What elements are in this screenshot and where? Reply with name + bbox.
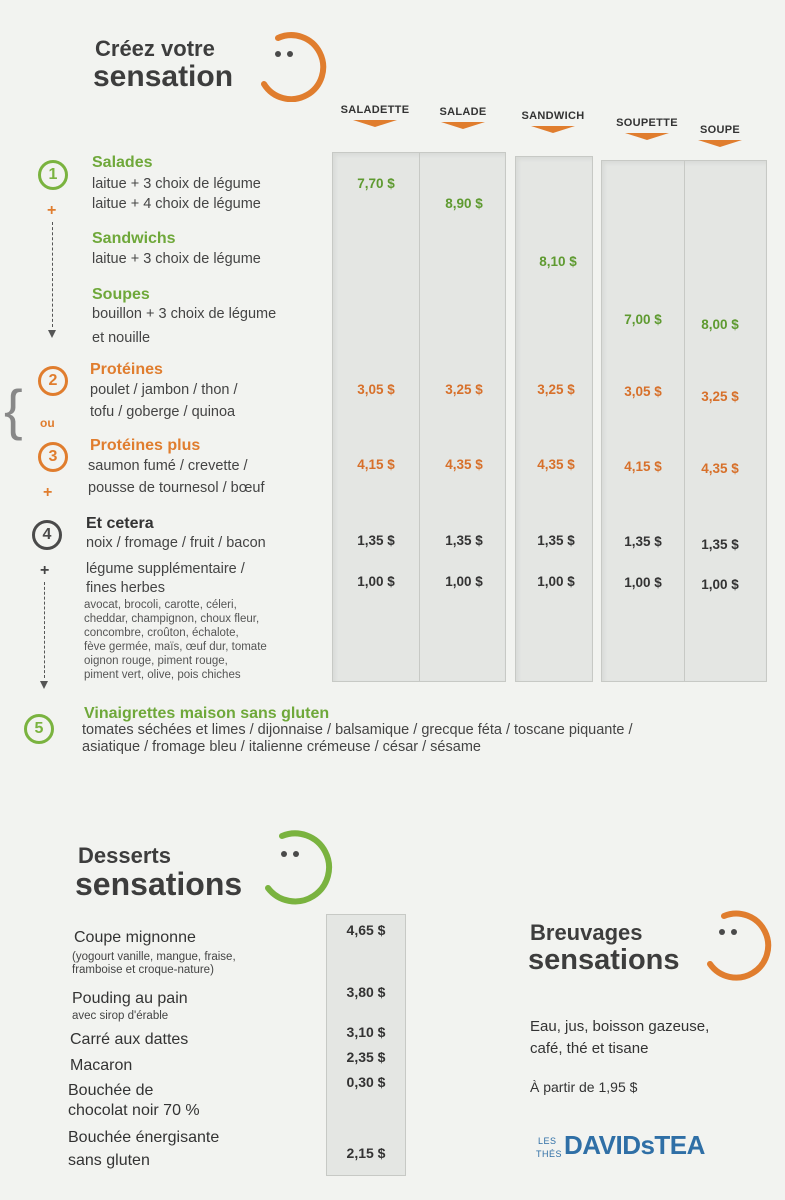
proteines-plus-desc-2: pousse de tournesol / bœuf (88, 480, 265, 496)
soupes-desc-1: bouillon + 3 choix de légume (92, 306, 277, 322)
dashed-connector (44, 582, 45, 678)
breuvages-price: À partir de 1,95 $ (530, 1079, 638, 1095)
smile-logo-orange-icon (248, 22, 328, 102)
dessert-coupe-price: 4,65 $ (346, 922, 386, 938)
price-salade: 8,90 $ (445, 196, 483, 211)
desserts-title-line1: Desserts (78, 843, 171, 868)
smile-logo-green-icon (254, 822, 340, 908)
dessert-pouding-sub: avec sirop d'érable (72, 1010, 169, 1022)
price-proteines-plus-salade: 4,35 $ (445, 457, 483, 472)
step-5-badge: 5 (24, 714, 54, 744)
arrow-down-icon (40, 681, 48, 689)
price-sandwich: 8,10 $ (539, 254, 577, 269)
dessert-macaron: Macaron (70, 1057, 133, 1074)
breuvages-desc-2: café, thé et tisane (530, 1040, 649, 1057)
price-etcetera-sandwich: 1,35 $ (537, 533, 575, 548)
plus-sign: + (40, 562, 50, 579)
plus-sign: + (47, 202, 57, 219)
step-3-badge: 3 (38, 442, 68, 472)
column-separator (684, 160, 685, 682)
or-label: ou (40, 416, 55, 430)
davidstea-logo: DAVIDsTEA (564, 1130, 705, 1160)
colhead-sandwich: SANDWICH (508, 110, 598, 133)
dessert-bouchee-energisante-price: 2,15 $ (346, 1145, 386, 1161)
dessert-bouchee-energisante-2: sans gluten (68, 1152, 150, 1169)
header-line1: Créez votre (95, 36, 215, 61)
category-soupes: Soupes (92, 286, 150, 303)
category-salades: Salades (92, 154, 153, 171)
price-legume-soupe: 1,00 $ (701, 577, 739, 592)
dashed-connector (52, 222, 53, 327)
proteines-desc-1: poulet / jambon / thon / (90, 382, 238, 398)
price-legume-salade: 1,00 $ (445, 574, 483, 589)
plus-sign: + (43, 484, 53, 501)
desserts-title-line2: sensations (75, 866, 243, 902)
brand-les: LES (538, 1136, 557, 1146)
etcetera-veg-list-1: avocat, brocoli, carotte, céleri, (84, 599, 237, 611)
dessert-macaron-price: 2,35 $ (346, 1049, 386, 1065)
price-soupette: 7,00 $ (624, 312, 662, 327)
soupes-desc-2: et nouille (92, 330, 151, 346)
price-proteines-plus-soupette: 4,15 $ (624, 459, 662, 474)
column-separator (419, 152, 420, 682)
etcetera-desc-3: fines herbes (86, 580, 165, 596)
brace-icon: { (4, 378, 23, 441)
step-1-badge: 1 (38, 160, 68, 190)
category-proteines-plus: Protéines plus (90, 437, 201, 454)
dessert-coupe-sub-1: (yogourt vanille, mangue, fraise, (72, 951, 236, 963)
etcetera-veg-list-2: cheddar, champignon, choux fleur, (84, 613, 260, 625)
breuvages-desc-1: Eau, jus, boisson gazeuse, (530, 1018, 710, 1035)
arrow-down-icon (48, 330, 56, 338)
price-proteines-soupette: 3,05 $ (624, 384, 662, 399)
dessert-bouchee-chocolat-price: 0,30 $ (346, 1074, 386, 1090)
price-proteines-sandwich: 3,25 $ (537, 382, 575, 397)
etcetera-veg-list-5: oignon rouge, piment rouge, (84, 655, 228, 667)
category-sandwichs: Sandwichs (92, 230, 176, 247)
etcetera-veg-list-6: piment vert, olive, pois chiches (84, 669, 241, 681)
price-etcetera-saladette: 1,35 $ (357, 533, 395, 548)
proteines-plus-desc-1: saumon fumé / crevette / (88, 458, 248, 474)
dessert-pouding-price: 3,80 $ (346, 984, 386, 1000)
vinaigrettes-title: Vinaigrettes maison sans gluten (84, 705, 330, 722)
price-legume-saladette: 1,00 $ (357, 574, 395, 589)
price-proteines-plus-saladette: 4,15 $ (357, 457, 395, 472)
breuvages-title-line2: sensations (528, 944, 680, 976)
header-line2: sensation (93, 60, 234, 93)
dessert-bouchee-chocolat-2: chocolat noir 70 % (68, 1102, 200, 1119)
price-legume-sandwich: 1,00 $ (537, 574, 575, 589)
dessert-price-column (326, 914, 406, 1176)
dessert-coupe-mignonne: Coupe mignonne (74, 929, 196, 946)
dessert-bouchee-energisante: Bouchée énergisante (68, 1129, 220, 1146)
price-saladette: 7,70 $ (357, 176, 395, 191)
dessert-carre-price: 3,10 $ (346, 1024, 386, 1040)
vinaigrettes-line-2: asiatique / fromage bleu / italienne crémeuse / césar / sésame (82, 739, 481, 755)
dessert-pouding: Pouding au pain (72, 990, 188, 1007)
salades-desc-2: laitue + 4 choix de légume (92, 196, 261, 212)
colhead-soupe: SOUPE (675, 124, 765, 147)
proteines-desc-2: tofu / goberge / quinoa (90, 404, 236, 420)
dessert-coupe-sub-2: framboise et croque-nature) (72, 964, 214, 976)
etcetera-veg-list-3: concombre, croûton, échalote, (84, 627, 239, 639)
etcetera-desc-2: légume supplémentaire / (86, 561, 245, 577)
price-proteines-soupe: 3,25 $ (701, 389, 739, 404)
price-proteines-plus-soupe: 4,35 $ (701, 461, 739, 476)
etcetera-desc-1: noix / fromage / fruit / bacon (86, 535, 266, 551)
price-etcetera-soupe: 1,35 $ (701, 537, 739, 552)
step-2-badge: 2 (38, 366, 68, 396)
column-box-sandwich (515, 156, 593, 682)
price-proteines-saladette: 3,05 $ (357, 382, 395, 397)
price-proteines-salade: 3,25 $ (445, 382, 483, 397)
dessert-carre-dattes: Carré aux dattes (70, 1031, 189, 1048)
salades-desc-1: laitue + 3 choix de légume (92, 176, 261, 192)
smile-logo-orange-icon (698, 902, 778, 982)
colhead-soupette: SOUPETTE (602, 117, 692, 140)
category-etcetera: Et cetera (86, 515, 154, 532)
brand-thes: THÉS (536, 1149, 563, 1159)
category-proteines: Protéines (90, 361, 163, 378)
step-4-badge: 4 (32, 520, 62, 550)
price-legume-soupette: 1,00 $ (624, 575, 662, 590)
dessert-bouchee-chocolat: Bouchée de (68, 1082, 154, 1099)
price-etcetera-salade: 1,35 $ (445, 533, 483, 548)
price-soupe: 8,00 $ (701, 317, 739, 332)
etcetera-veg-list-4: fève germée, maïs, œuf dur, tomate (84, 641, 267, 653)
sandwichs-desc-1: laitue + 3 choix de légume (92, 251, 261, 267)
colhead-salade: SALADE (418, 106, 508, 129)
colhead-saladette: SALADETTE (330, 104, 420, 127)
price-etcetera-soupette: 1,35 $ (624, 534, 662, 549)
breuvages-title-line1: Breuvages (530, 920, 643, 945)
price-proteines-plus-sandwich: 4,35 $ (537, 457, 575, 472)
vinaigrettes-line-1: tomates séchées et limes / dijonnaise / balsamique / grecque féta / toscane piquante / (82, 722, 633, 738)
